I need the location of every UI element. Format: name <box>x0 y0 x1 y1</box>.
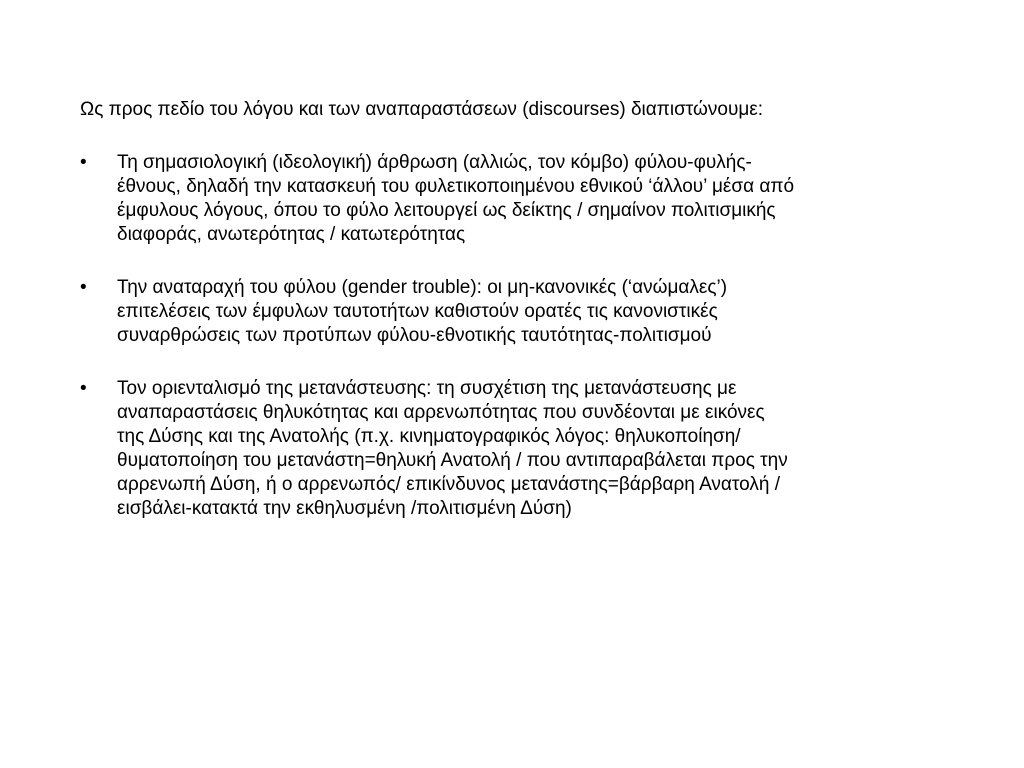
bullet-1-line-4: διαφοράς, ανωτερότητας / κατωτερότητας <box>117 224 466 245</box>
bullet-list <box>80 151 960 521</box>
bullet-marker: • <box>80 152 87 173</box>
bullet-3-line-6: εισβάλει-κατακτά την εκθηλυσμένη /πολιτισμένη Δύση) <box>117 498 572 519</box>
bullet-1-line-2: έθνους, δηλαδή την κατασκευή του φυλετικοποιημένου εθνικού ‘άλλου’ μέσα από <box>117 176 795 197</box>
bullet-marker: • <box>80 378 87 399</box>
bullet-3-line-2: αναπαραστάσεις θηλυκότητας και αρρενωπότητας που συνδέονται με εικόνες <box>117 402 765 423</box>
bullet-item-2 <box>80 276 960 348</box>
bullet-item-3 <box>80 377 960 521</box>
bullet-2-line-1: Την αναταραχή του φύλου (gender trouble): οι μη-κανονικές (‘ανώμαλες’) <box>117 277 728 298</box>
slide-content <box>80 98 960 550</box>
bullet-2-line-2: επιτελέσεις των έμφυλων ταυτοτήτων καθιστούν ορατές τις κανονιστικές <box>117 301 718 322</box>
bullet-2-line-3: συναρθρώσεις των προτύπων φύλου-εθνοτικής ταυτότητας-πολιτισμού <box>117 325 712 346</box>
bullet-3-line-3: της Δύσης και της Ανατολής (π.χ. κινηματογραφικός λόγος: θηλυκοποίηση/ <box>117 426 741 447</box>
bullet-1-line-1: Τη σημασιολογική (ιδεολογική) άρθρωση (αλλιώς, τον κόμβο) φύλου-φυλής- <box>117 152 752 173</box>
bullet-1-line-3: έμφυλους λόγους, όπου το φύλο λειτουργεί ως δείκτης / σημαίνον πολιτισμικής <box>117 200 776 221</box>
bullet-item-1 <box>80 151 960 247</box>
bullet-3-line-5: αρρενωπή Δύση, ή ο αρρενωπός/ επικίνδυνος μετανάστης=βάρβαρη Ανατολή / <box>117 474 780 495</box>
bullet-3-line-4: θυματοποίηση του μετανάστη=θηλυκή Ανατολή / που αντιπαραβάλεται προς την <box>117 450 788 471</box>
intro-text: Ως προς πεδίο του λόγου και των αναπαραστάσεων (discourses) διαπιστώνουμε: <box>80 99 764 120</box>
bullet-3-line-1: Τον οριενταλισμό της μετανάστευσης: τη συσχέτιση της μετανάστευσης με <box>117 378 737 399</box>
bullet-marker: • <box>80 277 87 298</box>
